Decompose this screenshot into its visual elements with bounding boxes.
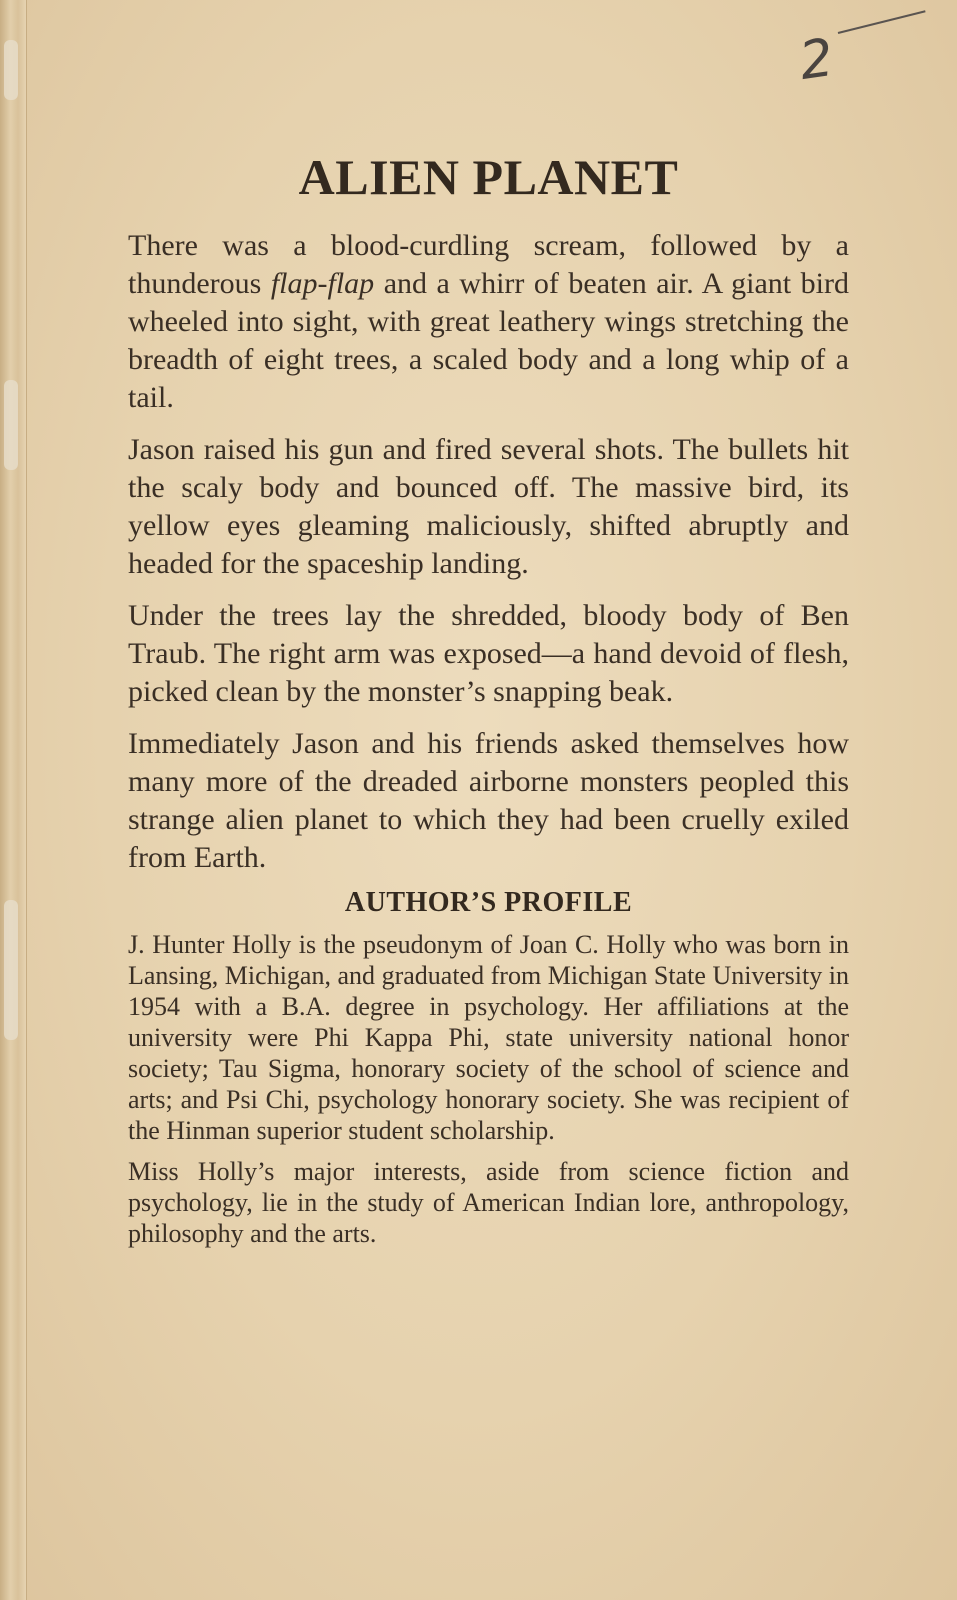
spine-wear-mark <box>4 40 18 100</box>
book-title: ALIEN PLANET <box>298 149 679 205</box>
blurb-emphasis: flap-flap <box>270 267 375 300</box>
profile-paragraph-1: J. Hunter Holly is the pseudonym of Joan C. Holly who was born in Lansing, Michigan, and graduated from Michigan State University in 1954 with a B.A. degree in psychology. Her affiliations at the university were Phi Kappa Phi, state university national honor society; Tau Sigma, honorary society of the school of science and arts; and Psi Chi, psychology honorary society. She was recipient of the Hinman superior student scholarship. <box>128 930 849 1145</box>
blurb-paragraph-2: Jason raised his gun and fired several shots. The bullets hit the scaly body and bounced off. The massive bird, its yellow eyes gleaming maliciously, shifted abruptly and headed for the spaceship landing. <box>128 433 849 580</box>
story-blurb <box>128 227 849 877</box>
profile-paragraph-2: Miss Holly’s major interests, aside from science fiction and psychology, lie in the study of American Indian lore, anthropology, philosophy and the arts. <box>128 1157 849 1248</box>
page-content <box>128 150 849 1259</box>
handwritten-page-number: 2 <box>795 27 838 93</box>
spine-wear-mark <box>4 900 18 1040</box>
blurb-paragraph-1 <box>128 227 849 417</box>
blurb-text: and a whirr of beaten air. A giant bird wheeled into sight, with great leathery wings stretching the breadth of eight trees, a scaled body and a long whip of a tail. <box>128 267 849 414</box>
spine-wear-mark <box>4 380 18 470</box>
author-profile <box>128 929 849 1249</box>
author-profile-heading: AUTHOR’S PROFILE <box>344 887 633 918</box>
book-spine-edge <box>0 0 27 1600</box>
blurb-paragraph-4: Immediately Jason and his friends asked themselves how many more of the dreaded airborne monsters peopled this strange alien planet to which they had been cruelly exiled from Earth. <box>128 727 849 874</box>
pencil-mark <box>838 10 926 34</box>
blurb-text: There was a blood-curdling scream, followed by a thunderous <box>128 229 849 300</box>
blurb-paragraph-3: Under the trees lay the shredded, bloody body of Ben Traub. The right arm was exposed—a hand devoid of flesh, picked clean by the monster’s snapping beak. <box>128 599 849 708</box>
